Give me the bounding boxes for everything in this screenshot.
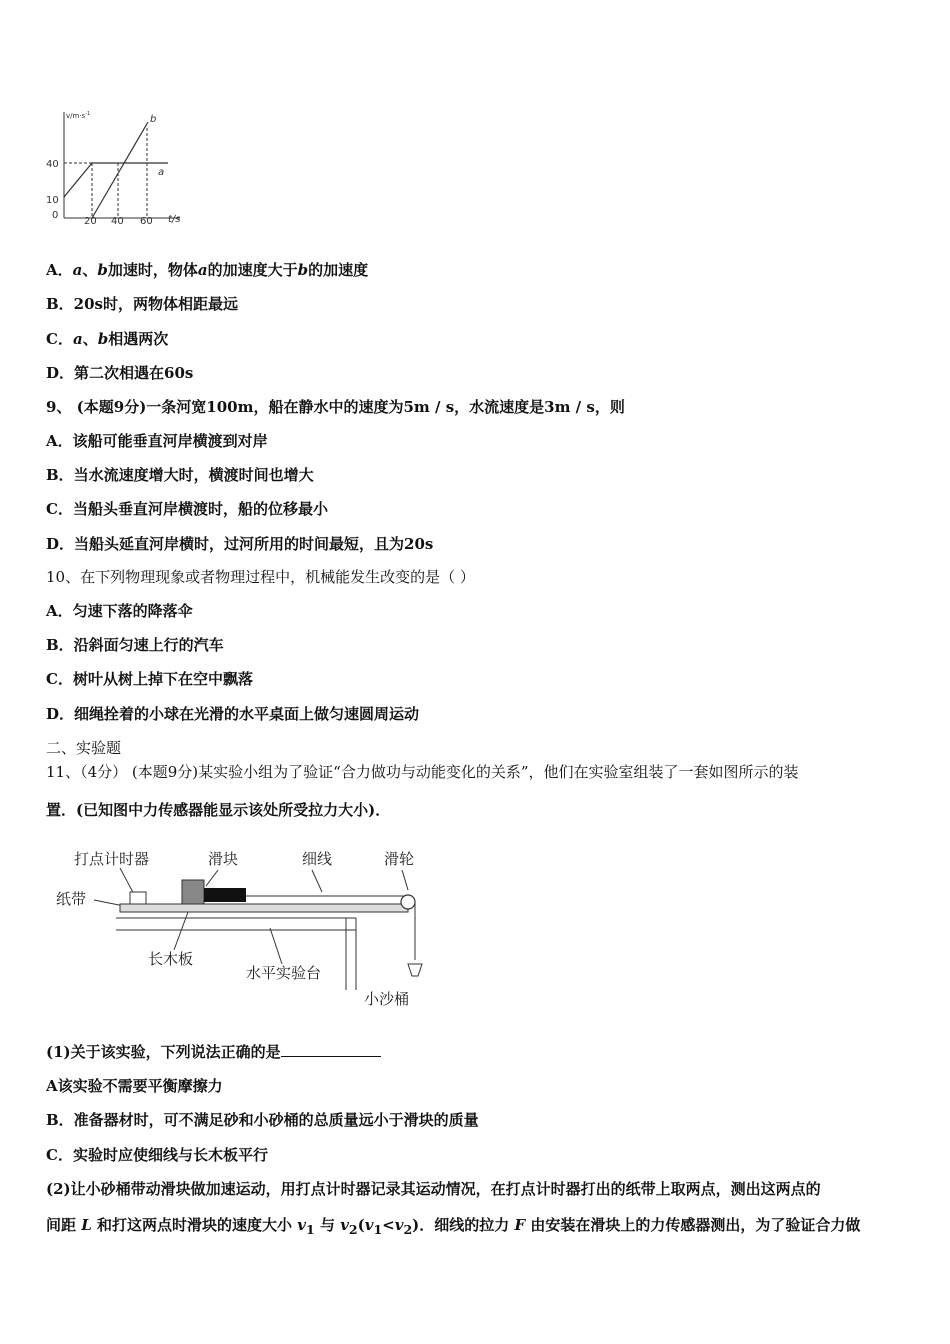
leader-pulley	[402, 870, 408, 890]
y-tick-10: 10	[46, 195, 59, 206]
velocity-time-graph	[40, 100, 190, 230]
q11-stem-line1: 11、（4分） (本题9分)某实验小组为了验证“合力做功与动能变化的关系”，他们在实验室组装了一套如图所示的装	[46, 763, 799, 781]
q11-p2-line1: (2)让小砂桶带动滑块做加速运动，用打点计时器记录其运动情况，在打点计时器打出的纸带上取两点，测出这两点的	[46, 1180, 821, 1198]
sand-bucket	[408, 964, 422, 976]
line-b	[92, 122, 148, 218]
answer-blank[interactable]	[281, 1042, 381, 1057]
x-tick-60: 60	[140, 216, 153, 227]
q9-option-b: B．当水流速度增大时，横渡时间也增大	[46, 466, 314, 484]
q11-p2-line2: 间距 L 和打这两点时滑块的速度大小 $v_1$ 与 $v_2(v_1<v_2)$．细线的拉力 F 由安装在滑块上的力传感器测出，为了验证合力做	[46, 1216, 861, 1237]
leader-thread	[312, 870, 322, 892]
q11-p1-option-c: C．实验时应使细线与长木板平行	[46, 1146, 268, 1164]
apparatus-figure	[50, 840, 440, 1020]
long-board	[120, 904, 408, 912]
x-tick-40: 40	[111, 216, 124, 227]
force-sensor	[204, 888, 246, 902]
x-axis-label: t/s	[168, 214, 181, 225]
q9-option-c: C．当船头垂直河岸横渡时，船的位移最小	[46, 500, 328, 518]
label-timer: 打点计时器	[74, 850, 150, 868]
timer-device	[130, 892, 146, 904]
q8-option-d: D．第二次相遇在60s	[46, 364, 194, 382]
label-slider: 滑块	[208, 850, 239, 868]
y-axis-label: $v/m\cdot s^{-1}$	[66, 111, 91, 120]
q9-option-d: D．当船头延直河岸横时，过河所用的时间最短，且为20s	[46, 535, 434, 553]
q11-p1-stem: (1)关于该实验，下列说法正确的是	[46, 1042, 381, 1062]
leader-slider	[206, 870, 218, 886]
label-tape: 纸带	[56, 890, 87, 908]
q10-option-a: A．匀速下落的降落伞	[46, 602, 193, 620]
q10-option-d: D．细绳拴着的小球在光滑的水平桌面上做匀速圆周运动	[46, 705, 420, 723]
y-tick-40: 40	[46, 159, 59, 170]
line-a	[64, 163, 168, 197]
y-tick-0: 0	[52, 210, 59, 221]
q10-option-c: C．树叶从树上掉下在空中飘落	[46, 670, 253, 688]
section-title: 二、实验题	[46, 739, 122, 757]
q11-stem-line2: 置．(已知图中力传感器能显示该处所受拉力大小)．	[46, 801, 391, 819]
x-tick-20: 20	[84, 216, 97, 227]
q10-stem: 10、在下列物理现象或者物理过程中，机械能发生改变的是（ ）	[46, 568, 475, 586]
q8-option-a: A．a、b加速时，物体a的加速度大于b的加速度	[46, 261, 369, 279]
label-a: a	[158, 167, 165, 178]
leader-table	[270, 928, 282, 964]
pulley	[401, 895, 415, 909]
label-thread: 细线	[302, 850, 333, 868]
label-pulley: 滑轮	[384, 850, 415, 868]
q11-p1-option-b: B．准备器材时，可不满足砂和小砂桶的总质量远小于滑块的质量	[46, 1111, 479, 1129]
q11-p1-option-a: A该实验不需要平衡摩擦力	[46, 1077, 223, 1095]
label-bucket: 小沙桶	[364, 990, 410, 1008]
slider-block	[182, 880, 204, 904]
q9-stem: 9、 (本题9分)一条河宽100m，船在静水中的速度为5m / s，水流速度是3m / s，则	[46, 398, 625, 416]
label-board: 长木板	[148, 950, 194, 968]
q8-option-c: C．a、b相遇两次	[46, 330, 169, 348]
label-table: 水平实验台	[246, 964, 322, 982]
label-b: b	[150, 114, 157, 125]
q8-option-b: B．20s时，两物体相距最远	[46, 295, 238, 313]
q9-option-a: A．该船可能垂直河岸横渡到对岸	[46, 432, 268, 450]
q10-option-b: B．沿斜面匀速上行的汽车	[46, 636, 224, 654]
